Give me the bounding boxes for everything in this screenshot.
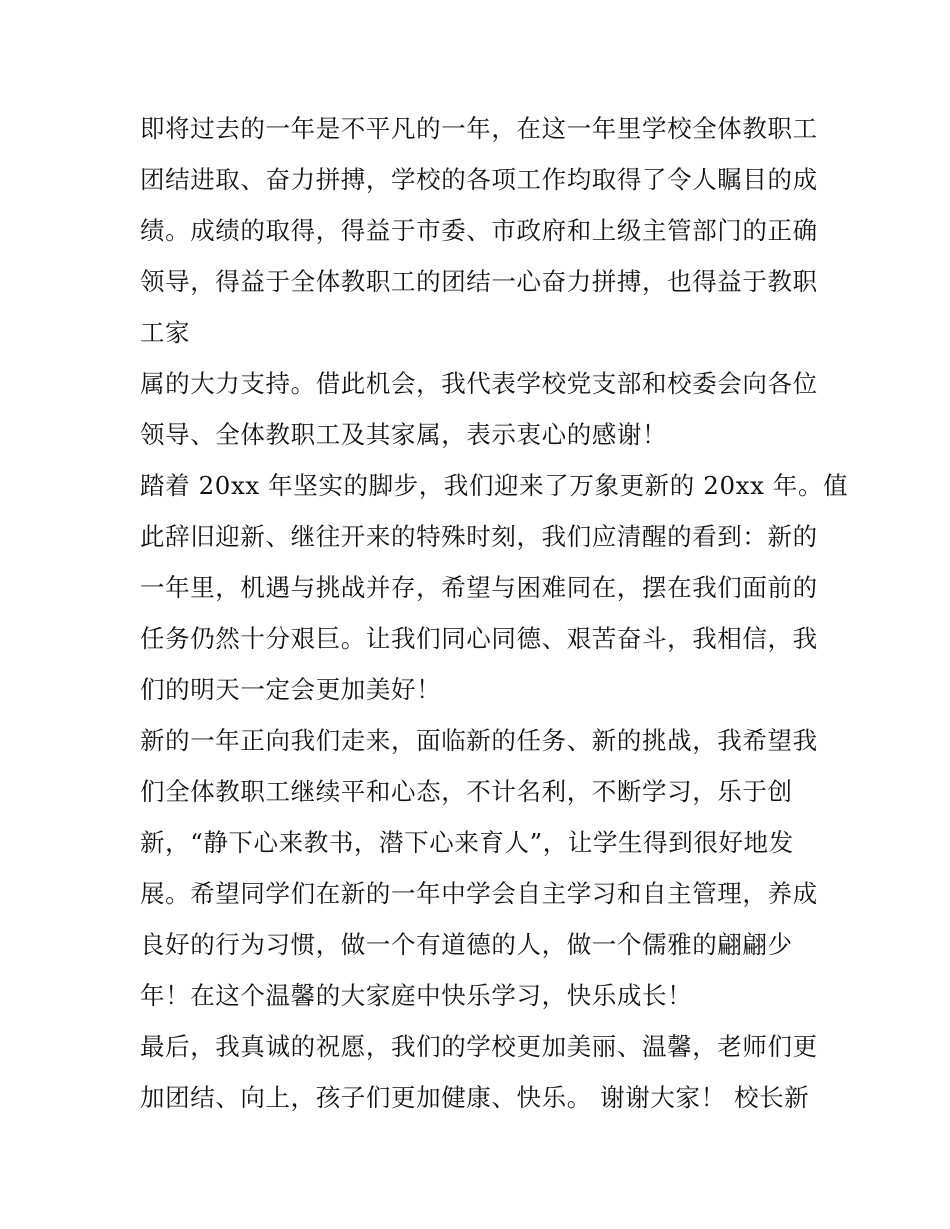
- text-line: 属的大力支持。借此机会，我代表学校党支部和校委会向各位: [140, 369, 818, 398]
- text-line: 一年里，机遇与挑战并存，希望与困难同在，摆在我们面前的: [140, 573, 818, 602]
- text-line: 领导，得益于全体教职工的团结一心奋力拼搏，也得益于教职: [140, 267, 818, 296]
- text-line: 团结进取、奋力拼搏，学校的各项工作均取得了令人瞩目的成: [140, 165, 818, 194]
- text-line: 新的一年正向我们走来，面临新的任务、新的挑战，我希望我: [140, 726, 818, 755]
- text-line: 踏着 20xx 年坚实的脚步，我们迎来了万象更新的 20xx 年。值: [140, 471, 849, 500]
- text-line: 绩。成绩的取得，得益于市委、市政府和上级主管部门的正确: [140, 216, 818, 245]
- text-line: 们全体教职工继续平和心态，不计名利，不断学习，乐于创: [140, 777, 793, 806]
- text-line: 即将过去的一年是不平凡的一年，在这一年里学校全体教职工: [140, 114, 818, 143]
- text-line: 工家: [140, 318, 191, 347]
- text-line: 展。希望同学们在新的一年中学会自主学习和自主管理，养成: [140, 879, 818, 908]
- text-line: 最后，我真诚的祝愿，我们的学校更加美丽、温馨，老师们更: [140, 1032, 818, 1061]
- text-line: 良好的行为习惯，做一个有道德的人，做一个儒雅的翩翩少: [140, 930, 793, 959]
- text-line: 领导、全体教职工及其家属，表示衷心的感谢！: [140, 420, 668, 449]
- text-line: 加团结、向上，孩子们更加健康、快乐。 谢谢大家！ 校长新: [140, 1083, 810, 1112]
- text-line: 此辞旧迎新、继往开来的特殊时刻，我们应清醒的看到：新的: [140, 522, 818, 551]
- text-line: 们的明天一定会更加美好！: [140, 675, 442, 704]
- text-line: 新，“静下心来教书，潜下心来育人”，让学生得到很好地发: [140, 828, 794, 857]
- text-line: 任务仍然十分艰巨。让我们同心同德、艰苦奋斗，我相信，我: [140, 624, 818, 653]
- text-line: 年！在这个温馨的大家庭中快乐学习，快乐成长！: [140, 981, 693, 1010]
